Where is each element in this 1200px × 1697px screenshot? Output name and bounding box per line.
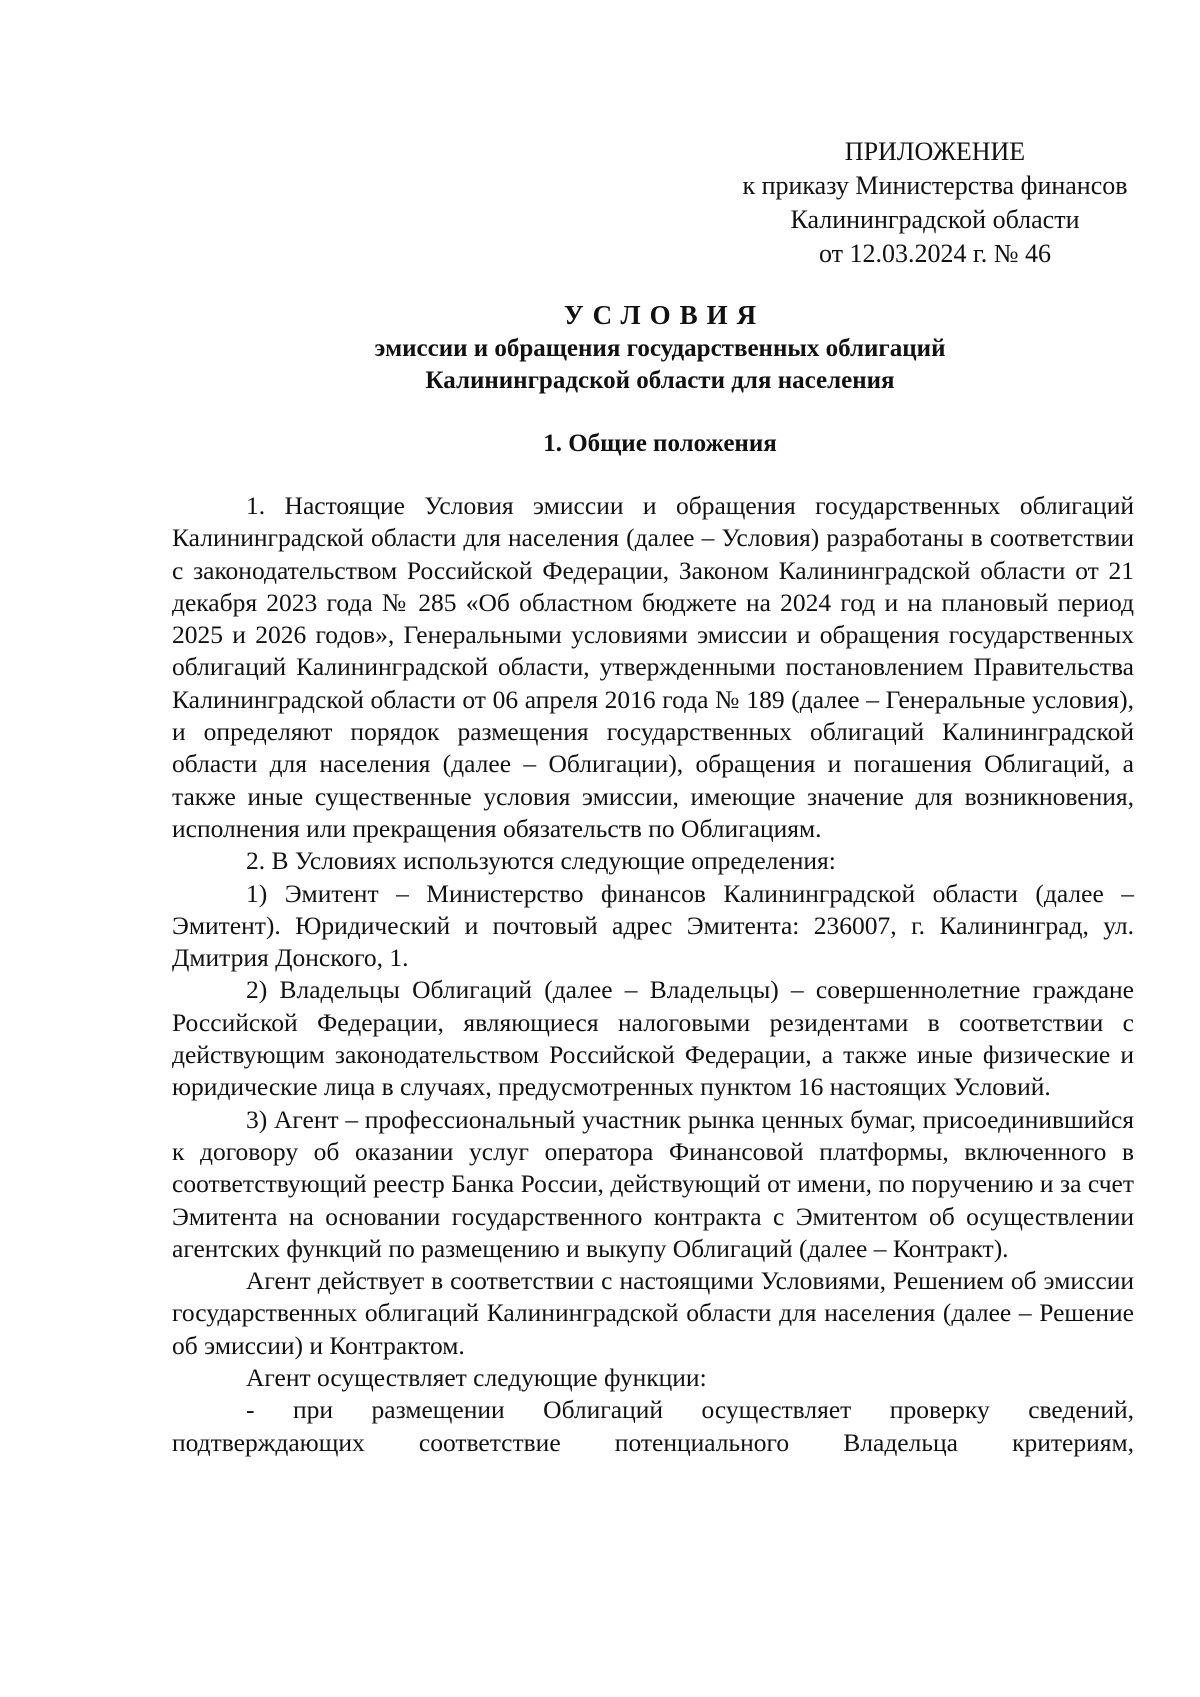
body-text <box>172 490 1134 1459</box>
title-subtitle-line-2: Калининградской области для населения <box>425 367 895 394</box>
title-main: УСЛОВИЯ <box>563 300 766 330</box>
paragraph: Агент действует в соответствии с настоящими Условиями, Решением об эмиссии государственных облигаций Калининградской области для населения (далее – Решение об эмиссии) и Контрактом. <box>172 1266 1134 1360</box>
paragraph: 2) Владельцы Облигаций (далее – Владельцы) – совершеннолетние граждане Российской Федерации, являющиеся налоговыми резидентами в соответствии с действующим законодательством Российской Федерации, а также иные физические и юридические лица в случаях, предусмотренных пунктом 16 настоящих Условий. <box>172 975 1134 1102</box>
appendix-region: Калининградской области <box>790 205 1080 234</box>
appendix-label: ПРИЛОЖЕНИЕ <box>844 137 1026 166</box>
paragraph: 3) Агент – профессиональный участник рынка ценных бумаг, присоединившийся к договору об оказании услуг оператора Финансовой платформы, включенного в соответствующий реестр Банка России, действующий от имени, по поручению и за счет Эмитента на основании государственного контракта с Эмитентом об осуществлении агентских функций по размещению и выкупу Облигаций (далее – Контракт). <box>172 1104 1134 1263</box>
paragraph: 2. В Условиях используются следующие определения: <box>246 846 836 876</box>
section-heading: 1. Общие положения <box>543 430 777 457</box>
appendix-order-ref: к приказу Министерства финансов <box>742 171 1128 200</box>
paragraph: - при размещении Облигаций осуществляет проверку сведений, подтверждающих соответствие потенциального Владельца критериям, <box>172 1395 1134 1457</box>
title-subtitle-line-1: эмиссии и обращения государственных облигаций <box>374 335 946 362</box>
paragraph: 1) Эмитент – Министерство финансов Калининградской области (далее – Эмитент). Юридический и почтовый адрес Эмитента: 236007, г. Калининград, ул. Дмитрия Донского, 1. <box>172 878 1134 973</box>
appendix-date-number: от 12.03.2024 г. № 46 <box>818 239 1052 268</box>
appendix-header <box>700 135 1170 271</box>
document-title <box>170 297 1150 397</box>
paragraph: Агент осуществляет следующие функции: <box>246 1363 707 1393</box>
paragraph: 1. Настоящие Условия эмиссии и обращения государственных облигаций Калининградской области для населения (далее – Условия) разработаны в соответствии с законодательством Российской Федерации, Законом Калининградской области от 21 декабря 2023 года № 285 «Об областном бюджете на 2024 год и на плановый период 2025 и 2026 годов», Генеральными условиями эмиссии и обращения государственных облигаций Калининградской области, утвержденными постановлением Правительства Калининградской области от 06 апреля 2016 года № 189 (далее – Генеральные условия), и определяют порядок размещения государственных облигаций Калининградской области для населения (далее – Облигации), обращения и погашения Облигаций, а также иные существенные условия эмиссии, имеющие значение для возникновения, исполнения или прекращения обязательств по Облигациям. <box>172 491 1134 843</box>
